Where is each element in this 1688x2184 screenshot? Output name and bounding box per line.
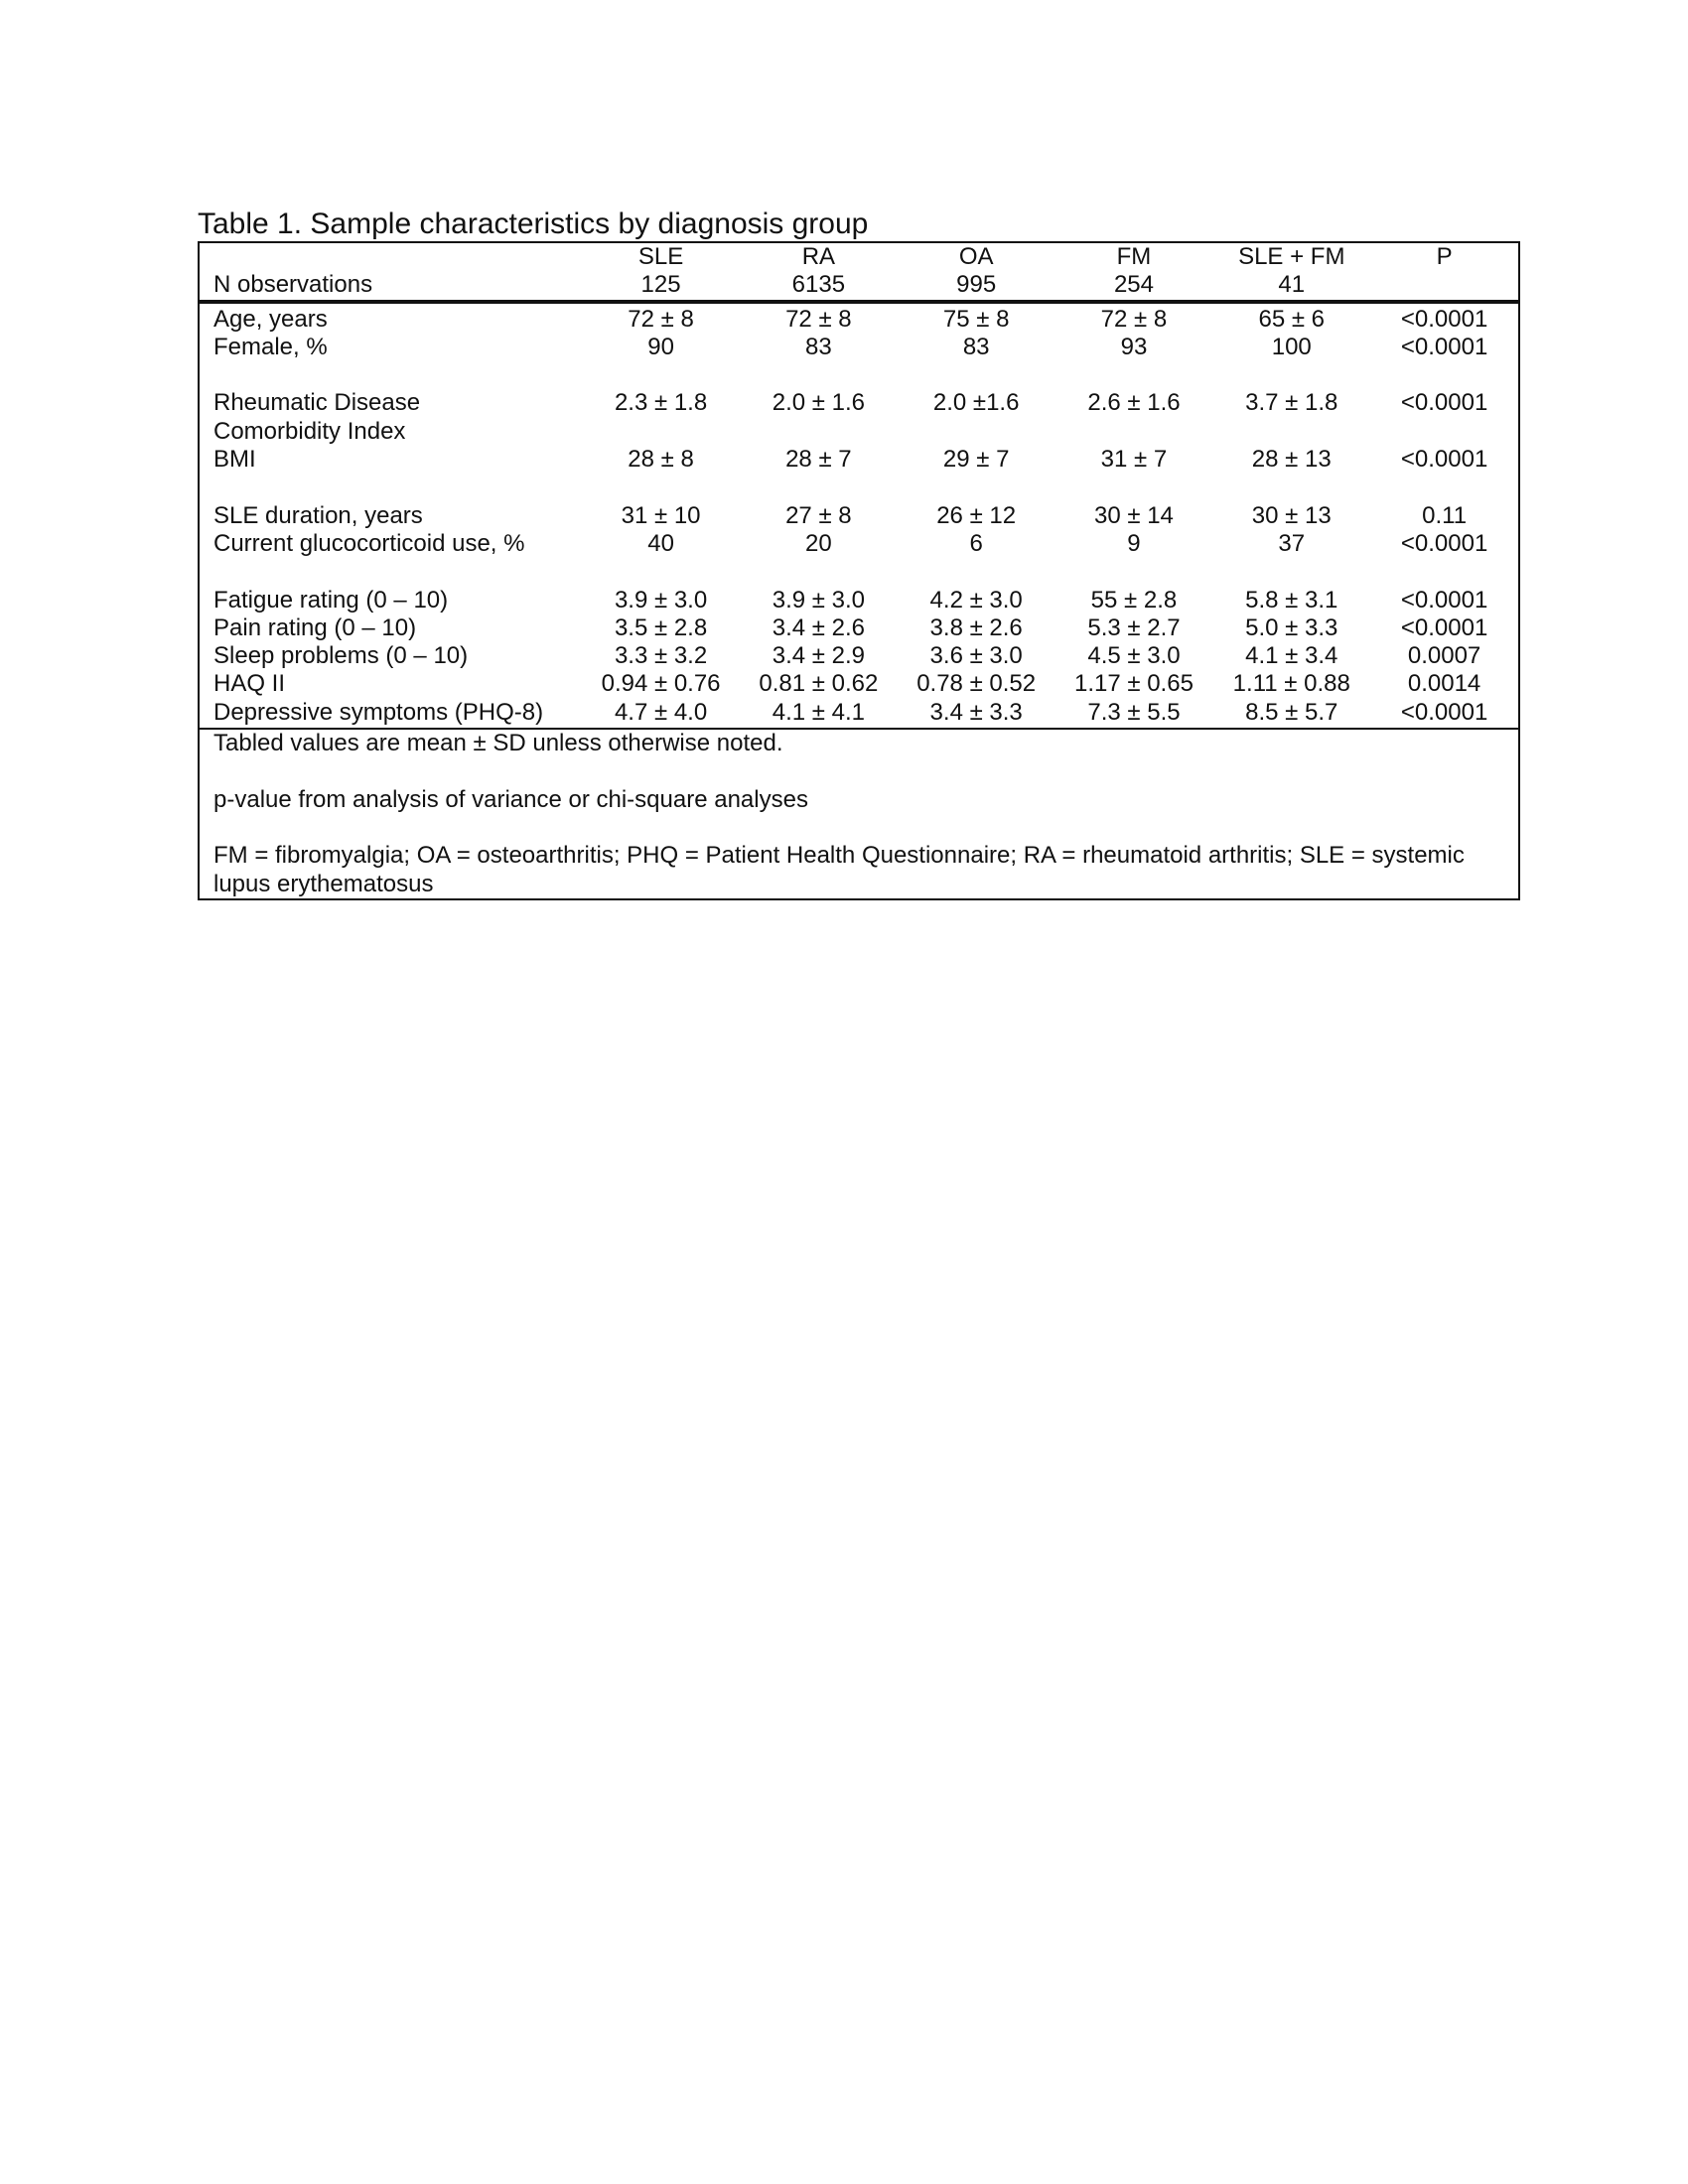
table-header <box>200 243 1518 304</box>
table-row <box>200 334 1518 361</box>
cell-p: 0.0014 <box>1407 670 1481 698</box>
cell-p: <0.0001 <box>1400 698 1488 726</box>
row-spacer <box>200 558 1518 586</box>
cell-fm: 9 <box>1127 529 1141 557</box>
table-row <box>200 530 1518 558</box>
cell-sle-fm: 37 <box>1278 529 1306 557</box>
cell-sle: 72 ± 8 <box>628 305 694 333</box>
cell-sle-fm: 8.5 ± 5.7 <box>1245 698 1338 726</box>
header-ra: RA <box>801 243 836 270</box>
row-label: Pain rating (0 – 10) <box>213 614 417 641</box>
header-blank-cell <box>200 243 582 271</box>
cell-sle-fm: 5.8 ± 3.1 <box>1245 586 1338 614</box>
cell-sle: 90 <box>647 333 674 360</box>
cell-p: <0.0001 <box>1400 305 1488 333</box>
n-sle: 125 <box>640 271 681 299</box>
cell-ra: 27 ± 8 <box>785 501 852 529</box>
cell-oa: 0.78 ± 0.52 <box>916 670 1037 698</box>
note-values-definition: Tabled values are mean ± SD unless otherwise noted. <box>213 730 783 757</box>
cell-fm: 30 ± 14 <box>1094 501 1174 529</box>
table-row <box>200 614 1518 642</box>
row-label: Depressive symptoms (PHQ-8) <box>213 698 544 726</box>
cell-sle: 4.7 ± 4.0 <box>614 698 708 726</box>
cell-p: 0.0007 <box>1407 642 1481 670</box>
row-label: Age, years <box>213 305 328 333</box>
cell-sle: 2.3 ± 1.8 <box>614 389 708 417</box>
cell-sle: 28 ± 8 <box>628 446 694 474</box>
cell-fm: 55 ± 2.8 <box>1090 586 1178 614</box>
cell-sle-fm: 1.11 ± 0.88 <box>1232 670 1350 698</box>
cell-ra: 2.0 ± 1.6 <box>772 389 865 417</box>
cell-sle: 3.5 ± 2.8 <box>614 614 708 641</box>
cell-sle: 31 ± 10 <box>621 501 701 529</box>
cell-oa: 3.4 ± 3.3 <box>929 698 1023 726</box>
table-row <box>200 642 1518 670</box>
cell-oa <box>898 418 1055 446</box>
cell-fm <box>1055 418 1213 446</box>
row-label: Fatigue rating (0 – 10) <box>213 586 449 614</box>
cell-oa: 26 ± 12 <box>936 501 1017 529</box>
header-p: P <box>1436 243 1453 270</box>
cell-p: <0.0001 <box>1400 333 1488 360</box>
n-p <box>1370 271 1518 299</box>
row-label: Rheumatic Disease <box>213 389 421 417</box>
cell-sle <box>582 418 740 446</box>
cell-fm: 72 ± 8 <box>1100 305 1168 333</box>
table-notes <box>200 728 1518 898</box>
header-fm: FM <box>1116 243 1152 270</box>
cell-ra: 28 ± 7 <box>785 446 852 474</box>
header-sle: SLE <box>637 243 684 270</box>
cell-oa: 3.6 ± 3.0 <box>929 642 1023 670</box>
cell-sle-fm: 5.0 ± 3.3 <box>1245 614 1338 641</box>
cell-p: <0.0001 <box>1400 389 1488 417</box>
table-row <box>200 389 1518 417</box>
table-row <box>200 306 1518 334</box>
cell-fm: 7.3 ± 5.5 <box>1087 698 1181 726</box>
cell-sle: 0.94 ± 0.76 <box>601 670 721 698</box>
table-caption: Table 1. Sample characteristics by diagnosis group <box>198 207 869 240</box>
note-spacer <box>213 814 1506 842</box>
table-row <box>200 446 1518 474</box>
cell-ra: 83 <box>805 333 832 360</box>
cell-ra: 0.81 ± 0.62 <box>759 670 879 698</box>
n-observations-label: N observations <box>213 271 373 299</box>
note-p-value: p-value from analysis of variance or chi-square analyses <box>213 785 808 813</box>
cell-fm: 31 ± 7 <box>1100 446 1168 474</box>
table-row <box>200 699 1518 727</box>
row-label: Sleep problems (0 – 10) <box>213 642 469 670</box>
cell-oa: 4.2 ± 3.0 <box>929 586 1023 614</box>
cell-ra: 72 ± 8 <box>785 305 852 333</box>
cell-sle-fm: 30 ± 13 <box>1251 501 1332 529</box>
cell-oa: 6 <box>969 529 983 557</box>
cell-sle-fm: 65 ± 6 <box>1258 305 1326 333</box>
n-fm: 254 <box>1113 271 1154 299</box>
cell-sle-fm <box>1212 418 1370 446</box>
cell-ra: 20 <box>805 529 832 557</box>
cell-oa: 2.0 ±1.6 <box>932 389 1020 417</box>
cell-fm: 5.3 ± 2.7 <box>1087 614 1181 641</box>
cell-p: <0.0001 <box>1400 529 1488 557</box>
cell-p: 0.11 <box>1422 501 1468 529</box>
row-spacer <box>200 361 1518 389</box>
cell-fm: 1.17 ± 0.65 <box>1073 670 1194 698</box>
cell-p: <0.0001 <box>1400 446 1488 474</box>
cell-oa: 83 <box>962 333 990 360</box>
note-spacer <box>213 757 1506 785</box>
cell-p <box>1370 418 1518 446</box>
cell-sle-fm: 4.1 ± 3.4 <box>1245 642 1338 670</box>
cell-fm: 4.5 ± 3.0 <box>1087 642 1181 670</box>
characteristics-table <box>198 241 1520 900</box>
row-spacer <box>200 474 1518 501</box>
row-label: Comorbidity Index <box>213 417 406 445</box>
row-label: Female, % <box>213 333 328 360</box>
cell-fm: 2.6 ± 1.6 <box>1087 389 1181 417</box>
n-oa: 995 <box>956 271 997 299</box>
cell-sle: 3.9 ± 3.0 <box>614 586 708 614</box>
row-label: Current glucocorticoid use, % <box>213 529 525 557</box>
header-oa: OA <box>958 243 994 270</box>
row-label: SLE duration, years <box>213 501 423 529</box>
table-body <box>200 304 1518 728</box>
table-row <box>200 670 1518 698</box>
cell-sle-fm: 28 ± 13 <box>1251 446 1332 474</box>
cell-ra: 3.4 ± 2.9 <box>772 642 865 670</box>
note-abbreviations: FM = fibromyalgia; OA = osteoarthritis; PHQ = Patient Health Questionnaire; RA = rheumatoid arthritis; SLE = systemic lupus erythematosus <box>213 842 1465 897</box>
cell-sle-fm: 100 <box>1271 333 1312 360</box>
cell-ra: 3.4 ± 2.6 <box>772 614 865 641</box>
table-row <box>200 502 1518 530</box>
cell-sle: 3.3 ± 3.2 <box>614 642 708 670</box>
row-label: HAQ II <box>213 670 286 698</box>
cell-p: <0.0001 <box>1400 586 1488 614</box>
cell-fm: 93 <box>1120 333 1148 360</box>
n-observations-row <box>200 271 1518 299</box>
cell-ra: 3.9 ± 3.0 <box>772 586 865 614</box>
cell-oa: 3.8 ± 2.6 <box>929 614 1023 641</box>
cell-oa: 75 ± 8 <box>942 305 1010 333</box>
table-row <box>200 418 1518 446</box>
cell-ra: 4.1 ± 4.1 <box>772 698 865 726</box>
n-sle-fm: 41 <box>1278 271 1306 299</box>
header-row <box>200 243 1518 271</box>
cell-oa: 29 ± 7 <box>942 446 1010 474</box>
cell-ra <box>740 418 898 446</box>
header-sle-fm: SLE + FM <box>1238 243 1345 270</box>
cell-sle-fm: 3.7 ± 1.8 <box>1245 389 1338 417</box>
cell-p: <0.0001 <box>1400 614 1488 641</box>
cell-sle: 40 <box>647 529 674 557</box>
n-ra: 6135 <box>791 271 846 299</box>
row-label: BMI <box>213 446 256 474</box>
table-row <box>200 587 1518 614</box>
